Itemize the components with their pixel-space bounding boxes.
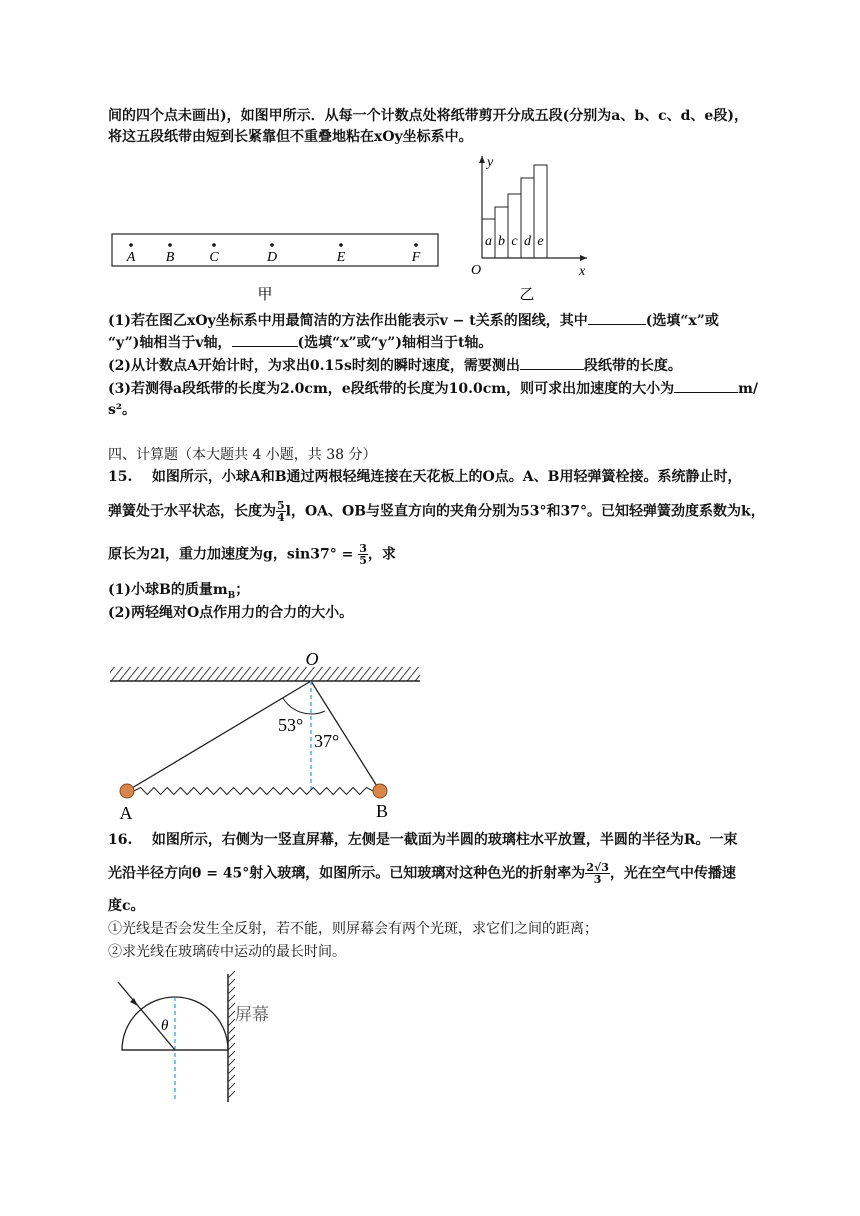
- angle-53-label: 53°: [278, 715, 304, 735]
- hatch-line: [228, 1019, 235, 1026]
- tape-dot-F: [414, 243, 418, 247]
- chart-caption: 乙: [519, 287, 535, 303]
- tape-label-B: B: [165, 250, 175, 265]
- hatch-line: [228, 1035, 235, 1042]
- q14-p3-text-a: (3)若测得a段纸带的长度为2.0cm，e段纸带的长度为10.0cm，则可求出加速度的大小为: [108, 381, 675, 397]
- tape-dot-E: [339, 243, 343, 247]
- chart-bar-b: [495, 207, 508, 258]
- q14-part2: [108, 355, 682, 376]
- chart-bar-label-e: e: [537, 234, 544, 249]
- chart-bar-label-c: c: [511, 234, 518, 249]
- q15-line-1: [108, 467, 741, 487]
- tape-label-D: D: [266, 250, 278, 265]
- chart-x-label: x: [579, 264, 586, 279]
- hatch-line: [228, 1003, 235, 1010]
- chart-origin: O: [471, 263, 482, 278]
- q15-text-2b: l，OA、OB与竖直方向的夹角分别为53°和37°。已知轻弹簧劲度系数为k，: [285, 503, 765, 520]
- q16-line-2: [108, 862, 736, 885]
- q14-p1-text-d: (选填“x”或“y”)轴相当于t轴。: [297, 335, 493, 351]
- fraction-denominator: 3: [593, 873, 602, 886]
- hatch-line: [228, 1059, 235, 1066]
- ball-A-label: A: [119, 803, 133, 823]
- q16-text-2a: 光沿半径方向θ = 45°射入玻璃，如图所示。已知玻璃对这种色光的折射率为: [108, 865, 586, 882]
- tape-label-F: F: [411, 250, 421, 265]
- q16-sub-2: ②求光线在玻璃砖中运动的最长时间。: [108, 944, 346, 960]
- fraction-numerator: 3: [359, 542, 367, 555]
- q14-p1-text-a: (1)若在图乙xOy坐标系中用最简洁的方法作出能表示v − t关系的图线，其中: [108, 313, 588, 329]
- tape-dot-A: [129, 243, 133, 247]
- angle-37-label: 37°: [314, 731, 340, 751]
- q15-sub1-subscript: B: [227, 590, 236, 601]
- angle-arc: [283, 698, 325, 714]
- hatch-line: [228, 1027, 235, 1034]
- hatch-line: [228, 1011, 235, 1018]
- figure-glass-semicircle: [108, 970, 308, 1110]
- hatch-line: [228, 987, 235, 994]
- q16-text-2b: ，光在空气中传播速: [609, 865, 736, 882]
- tape-dot-D: [270, 243, 274, 247]
- tape-label-A: A: [126, 250, 136, 265]
- hatch-line: [228, 1091, 235, 1098]
- theta-label: θ: [161, 1018, 169, 1034]
- tape-dot-B: [168, 243, 172, 247]
- chart-bar-label-d: d: [524, 234, 531, 249]
- q15-number: 15.: [108, 469, 133, 485]
- intro-line-1: 间的四个点未画出)，如图甲所示．从每一个计数点处将纸带剪开分成五段(分别为a、b、c、d、e段)，: [108, 108, 748, 124]
- q14-p1-text-c: “y”)轴相当于v轴，: [108, 335, 232, 351]
- fraction-denominator: 5: [359, 554, 367, 567]
- q15-sub1-text: (1)小球B的质量m: [108, 582, 228, 598]
- tape-label-E: E: [336, 250, 346, 265]
- rope-OA: [127, 681, 311, 791]
- q15-text-3b: ，求: [367, 546, 396, 563]
- screen-label: 屏幕: [235, 1005, 269, 1024]
- q16-line-3: 度c。: [108, 898, 145, 914]
- intro-line-2: 将这五段纸带由短到长紧靠但不重叠地粘在xOy坐标系中。: [108, 129, 473, 145]
- answer-blank-2[interactable]: [232, 332, 298, 347]
- q14-part1-cont: [108, 332, 492, 353]
- tape-dot-C: [212, 243, 216, 247]
- hatch-line: [228, 1043, 235, 1050]
- chart-bar-label-a: a: [485, 234, 492, 249]
- fraction-numerator: 5: [277, 499, 285, 512]
- q14-p3-text-b: m/: [738, 381, 759, 397]
- ball-B-label: B: [375, 801, 389, 821]
- q14-part3: [108, 378, 758, 399]
- spring: [134, 788, 373, 795]
- q16-text-1: 如图所示，右侧为一竖直屏幕，左侧是一截面为半圆的玻璃柱水平放置，半圆的半径为R。一束: [151, 832, 738, 848]
- q16-number: 16.: [108, 832, 133, 848]
- figure-spring-system: [100, 645, 430, 825]
- q15-text-2a: 弹簧处于水平状态，长度为: [108, 503, 276, 520]
- figure-tape: [108, 228, 443, 308]
- q14-p2-text-a: (2)从计数点A开始计时，为求出0.15s时刻的瞬时速度，需要测出: [108, 358, 520, 374]
- chart-y-label: y: [487, 155, 494, 170]
- q16-line-1: [108, 830, 738, 850]
- incident-ray: [118, 982, 175, 1050]
- q15-sub1-end: ；: [235, 582, 250, 598]
- q16-sub-1: ①光线是否会发生全反射，若不能，则屏幕会有两个光斑，求它们之间的距离；: [108, 921, 598, 937]
- fraction-denominator: 4: [277, 511, 285, 524]
- hatch-line: [228, 1051, 235, 1058]
- hatch-line: [228, 995, 235, 1002]
- tape-label-C: C: [209, 250, 219, 265]
- answer-blank-4[interactable]: [674, 378, 738, 393]
- fraction-3-5: [358, 543, 368, 566]
- q15-line-3: [108, 543, 396, 566]
- point-O-label: O: [305, 649, 319, 669]
- hatch-line: [228, 1075, 235, 1082]
- hatch-line: [228, 979, 235, 986]
- hatch-line: [228, 971, 235, 978]
- q14-part3-cont: s²。: [108, 402, 137, 418]
- q14-p2-text-b: 段纸带的长度。: [583, 358, 682, 374]
- ball-A: [120, 784, 134, 798]
- section-heading: 四、计算题（本大题共 4 小题，共 38 分）: [108, 447, 377, 463]
- screen-hatch: [228, 971, 235, 1098]
- figure-chart: [465, 150, 595, 305]
- q15-line-2: [108, 500, 765, 523]
- hatch-line: [228, 1083, 235, 1090]
- q15-text-1: 如图所示，小球A和B通过两根轻绳连接在天花板上的O点。A、B用轻弹簧栓接。系统静止时，: [151, 469, 742, 485]
- fraction-5-4: [276, 500, 286, 523]
- chart-bar-label-b: b: [498, 234, 505, 249]
- tape-caption: 甲: [257, 287, 273, 303]
- q14-part1: [108, 310, 719, 331]
- ball-B: [373, 784, 387, 798]
- fraction-numerator: 2√3: [586, 861, 609, 874]
- hatch-line: [228, 1067, 235, 1074]
- ray-arrow-head: [130, 998, 138, 1006]
- q15-sub-1: [108, 580, 249, 606]
- answer-blank-3[interactable]: [520, 355, 584, 370]
- ceiling-hatch: [110, 667, 420, 681]
- q15-sub-2: (2)两轻绳对O点作用力的合力的大小。: [108, 605, 354, 621]
- answer-blank-1[interactable]: [588, 310, 646, 325]
- q15-text-3a: 原长为2l，重力加速度为g，sin37° =: [108, 546, 354, 563]
- q14-p1-text-b: (选填“x”或: [645, 313, 719, 329]
- fraction-n: [585, 862, 610, 885]
